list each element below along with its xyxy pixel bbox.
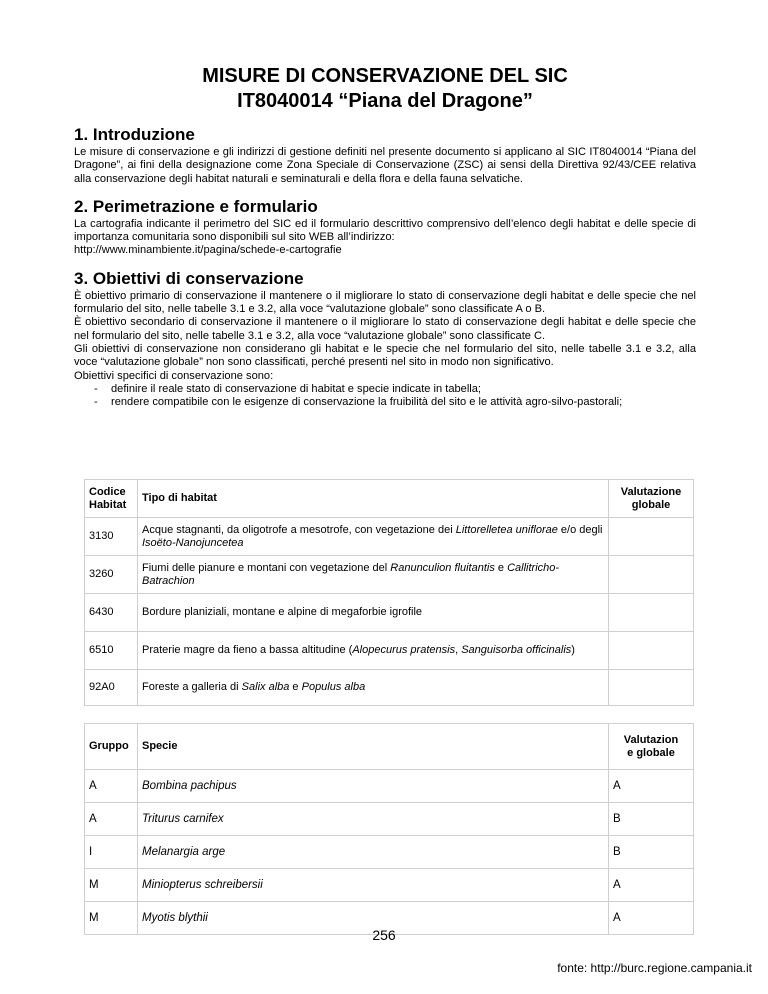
- section-3-paragraph-2: È obiettivo secondario di conservazione il mantenere o il migliorare lo stato di conservazione degli habitat e delle specie che nel formulario del sito, nelle tabelle 3.1 e 3.2, alla voce “valutazione globale” sono classificate C.: [74, 316, 696, 342]
- table-row: [85, 803, 694, 836]
- table-row: [85, 869, 694, 902]
- table-row: [85, 836, 694, 869]
- habitat-assessment: [609, 518, 694, 556]
- species-assessment: A: [609, 902, 694, 935]
- habitat-assessment: [609, 632, 694, 670]
- objective-item: - definire il reale stato di conservazione di habitat e specie indicate in tabella;: [94, 382, 482, 395]
- section-3-heading: 3. Obiettivi di conservazione: [74, 268, 304, 288]
- species-assessment: A: [609, 770, 694, 803]
- page-number: 256: [372, 927, 396, 943]
- habitat-description: Fiumi delle pianure e montani con vegetazione del Ranunculion fluitantis e Callitricho-Batrachion: [138, 556, 609, 594]
- header-global-assessment: Valutazion e globale: [609, 724, 694, 770]
- species-name: Bombina pachipus: [138, 770, 609, 803]
- dash-bullet: -: [94, 382, 98, 395]
- header-code-habitat: Codice Habitat: [85, 480, 138, 518]
- habitat-table-header: [85, 480, 694, 518]
- habitat-assessment: [609, 594, 694, 632]
- habitat-code: 3130: [85, 518, 138, 556]
- header-global-assessment: Valutazione globale: [609, 480, 694, 518]
- species-assessment: B: [609, 836, 694, 869]
- habitat-code: 3260: [85, 556, 138, 594]
- species-assessment: B: [609, 803, 694, 836]
- section-1-heading: 1. Introduzione: [74, 125, 195, 144]
- table-row: [85, 770, 694, 803]
- section-3-paragraph-3: Gli obiettivi di conservazione non considerano gli habitat e le specie che nel formulario del sito, nelle tabelle 3.1 e 3.2, alla voce “valutazione globale” non sono classificati, perché presenti nel sito in modo non significativo.: [74, 342, 696, 369]
- habitat-description: Foreste a galleria di Salix alba e Populus alba: [138, 670, 609, 706]
- title-line-2: IT8040014 “Piana del Dragone”: [237, 90, 533, 112]
- header-species: Specie: [138, 724, 609, 770]
- table-row: [85, 518, 694, 556]
- table-row: [85, 632, 694, 670]
- habitat-code: 92A0: [85, 670, 138, 706]
- habitat-table: [84, 479, 694, 706]
- source-footer: fonte: http://burc.regione.campania.it: [557, 961, 752, 975]
- title-line-1: MISURE DI CONSERVAZIONE DEL SIC: [202, 65, 568, 87]
- objectives-list: [74, 383, 696, 410]
- species-group: M: [85, 902, 138, 935]
- species-name: Miniopterus schreibersii: [138, 869, 609, 902]
- section-2-url: http://www.minambiente.it/pagina/schede-e-cartografie: [74, 244, 342, 257]
- dash-bullet: -: [94, 396, 98, 409]
- table-row: [85, 556, 694, 594]
- species-group: A: [85, 803, 138, 836]
- habitat-assessment: [609, 556, 694, 594]
- habitat-description: Bordure planiziali, montane e alpine di megaforbie igrofile: [138, 594, 609, 632]
- section-2-text: La cartografia indicante il perimetro del SIC ed il formulario descrittivo comprensivo dell’elenco degli habitat e delle specie di importanza comunitaria sono disponibili sul sito WEB all’indirizzo:: [74, 217, 696, 244]
- objective-item: - rendere compatibile con le esigenze di conservazione la fruibilità del sito e le attività agro-silvo-pastorali;: [94, 396, 623, 409]
- species-name: Melanargia arge: [138, 836, 609, 869]
- header-group: Gruppo: [85, 724, 138, 770]
- section-3-paragraph-1: È obiettivo primario di conservazione il mantenere o il migliorare lo stato di conservazione degli habitat e delle specie che nel formulario del sito, nelle tabelle 3.1 e 3.2, alla voce “valutazione globale” sono classificate A o B.: [74, 289, 696, 316]
- species-table-header: [85, 724, 694, 770]
- habitat-assessment: [609, 670, 694, 706]
- species-name: Triturus carnifex: [138, 803, 609, 836]
- section-2-heading: 2. Perimetrazione e formulario: [74, 196, 318, 216]
- habitat-description: Praterie magre da fieno a bassa altitudine (Alopecurus pratensis, Sanguisorba officinalis): [138, 632, 609, 670]
- species-assessment: A: [609, 869, 694, 902]
- habitat-code: 6430: [85, 594, 138, 632]
- header-habitat-type: Tipo di habitat: [138, 480, 609, 518]
- species-name: Myotis blythii: [138, 902, 609, 935]
- species-table: [84, 723, 694, 935]
- table-row: [85, 594, 694, 632]
- species-group: M: [85, 869, 138, 902]
- table-row: [85, 670, 694, 706]
- species-group: A: [85, 770, 138, 803]
- section-3-paragraph-4: Obiettivi specifici di conservazione sono:: [74, 369, 274, 382]
- section-1-text: Le misure di conservazione e gli indirizzi di gestione definiti nel presente documento si applicano al SIC IT8040014 “Piana del Dragone”, ai fini della designazione come Zona Speciale di Conservazione (ZSC) ai sensi della Direttiva 92/43/CEE relativa alla conservazione degli habitat naturali e seminaturali e della flora e della fauna selvatiche.: [74, 146, 696, 185]
- habitat-description: Acque stagnanti, da oligotrofe a mesotrofe, con vegetazione dei Littorelletea uniflorae e/o degli Isoëto-Nanojuncetea: [138, 518, 609, 556]
- document-page: [74, 64, 696, 924]
- species-group: I: [85, 836, 138, 869]
- habitat-code: 6510: [85, 632, 138, 670]
